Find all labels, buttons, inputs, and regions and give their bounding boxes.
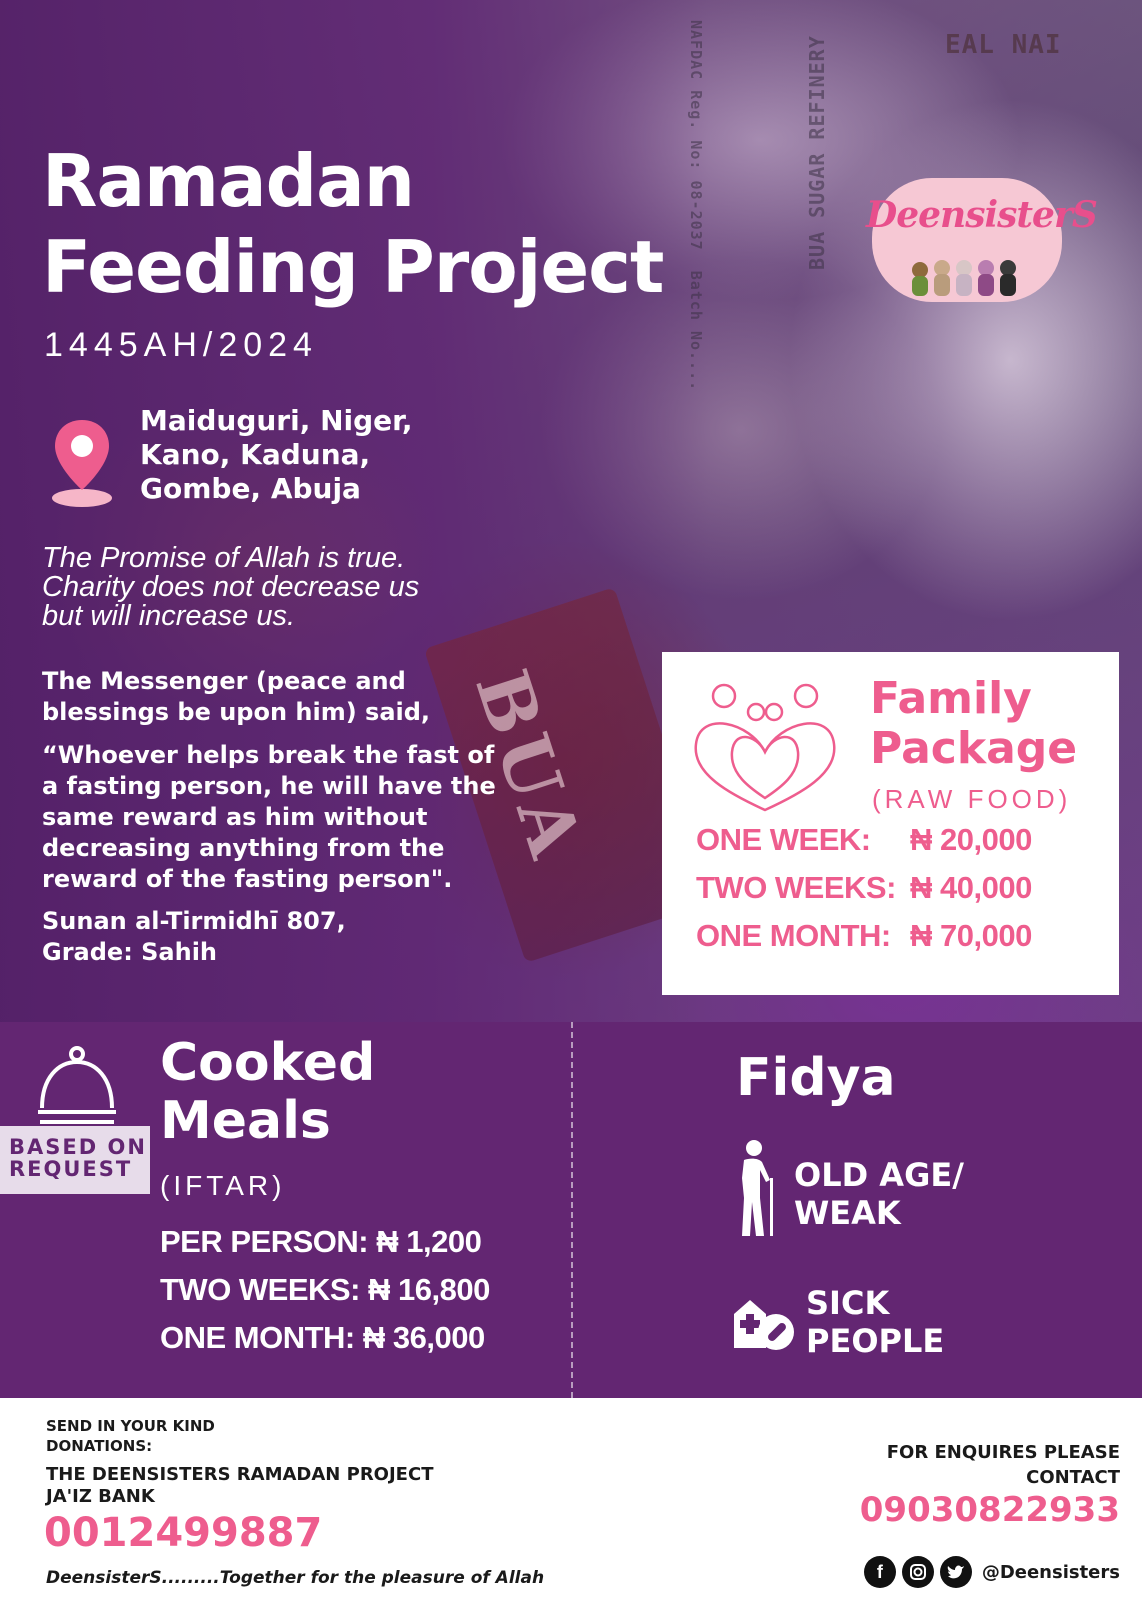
cooked-title-line: Cooked (160, 1033, 376, 1093)
badge-line: BASED ON (9, 1135, 147, 1159)
deensisters-logo (860, 178, 1097, 306)
instagram-icon[interactable] (902, 1556, 934, 1588)
cooked-price-row (160, 1224, 481, 1260)
price-amount: ₦ 20,000 (910, 822, 1032, 857)
fidya-item-line: SICK (806, 1284, 890, 1322)
enquiry-label-line: CONTACT (1026, 1467, 1120, 1488)
page-title (42, 138, 663, 310)
cooked-meals-subtitle: (IFTAR) (160, 1170, 286, 1201)
based-on-request-badge (0, 1126, 150, 1194)
location-line: Gombe, Abuja (140, 472, 361, 505)
price-label: PER PERSON: (160, 1224, 369, 1259)
messenger-line: blessings be upon him) said, (42, 698, 431, 726)
elderly-person-icon (736, 1138, 782, 1238)
price-label: TWO WEEKS: (160, 1272, 360, 1307)
messenger-line: The Messenger (peace and (42, 667, 406, 695)
sack-print-decor: BUA SUGAR REFINERY (805, 35, 829, 270)
promise-line: but will increase us. (42, 600, 296, 632)
bank-account-number: 0012499887 (44, 1510, 323, 1556)
price-amount: ₦ 36,000 (362, 1320, 485, 1355)
map-pin-icon (50, 418, 114, 508)
location-line: Kano, Kaduna, (140, 438, 371, 471)
footer (0, 1398, 1142, 1600)
enquiry-label-line: FOR ENQUIRES PLEASE (886, 1442, 1120, 1463)
source-line: Grade: Sahih (42, 938, 218, 966)
fidya-item-old-age (794, 1156, 964, 1232)
donation-label (46, 1416, 246, 1456)
account-name-line: THE DEENSISTERS RAMADAN PROJECT (46, 1464, 434, 1485)
promise-line: Charity does not decrease us (42, 571, 420, 603)
sick-person-icon (732, 1292, 796, 1356)
promise-line: The Promise of Allah is true. (42, 542, 406, 574)
fidya-item-line: OLD AGE/ (794, 1156, 964, 1194)
hadith-line: “Whoever helps break the fast of (42, 741, 495, 769)
family-title-line: Package (870, 723, 1078, 774)
tagline: DeensisterS.........Together for the pleasure of Allah (46, 1568, 545, 1588)
contact-phone: 09030822933 (859, 1490, 1120, 1530)
price-label: ONE MONTH: (160, 1320, 355, 1355)
family-package-subtitle: (RAW FOOD) (872, 784, 1072, 814)
family-price-row (696, 918, 1032, 954)
account-name-line: JA'IZ BANK (46, 1486, 155, 1507)
price-label: ONE MONTH: (696, 918, 891, 953)
title-line: Ramadan (42, 139, 415, 223)
sugar-bag-print-decor: BUA (459, 660, 601, 873)
hadith-text (42, 740, 522, 895)
price-label: TWO WEEKS: (696, 870, 896, 905)
location-line: Maiduguri, Niger, (140, 404, 413, 437)
facebook-icon[interactable]: f (864, 1556, 896, 1588)
cooked-price-row (160, 1272, 490, 1308)
cooked-meals-title (160, 1034, 375, 1150)
title-line: Feeding Project (42, 225, 664, 309)
hadith-line: reward of the fasting person". (42, 865, 453, 893)
hadith-line: a fasting person, he will have the (42, 772, 496, 800)
social-links (864, 1556, 1120, 1588)
price-amount: ₦ 70,000 (910, 918, 1032, 953)
messenger-intro (42, 666, 512, 728)
family-price-row (696, 822, 1032, 858)
sack-print-decor: NAFDAC Reg. No: 08-2037 Batch No.... (687, 20, 705, 392)
food-cloche-icon (36, 1044, 118, 1128)
logo-text: DeensisterS (866, 194, 1097, 236)
page-subtitle: 1445AH/2024 (44, 326, 318, 364)
enquiry-label (820, 1440, 1120, 1490)
section-divider (571, 1022, 573, 1398)
price-amount: ₦ 1,200 (376, 1224, 482, 1259)
source-line: Sunan al-Tirmidhī 807, (42, 907, 346, 935)
logo-figures-icon (908, 256, 1028, 296)
fidya-item-sick (806, 1284, 944, 1360)
family-package-card (662, 652, 1119, 995)
twitter-icon[interactable] (940, 1556, 972, 1588)
price-amount: ₦ 16,800 (368, 1272, 490, 1307)
hadith-line: decreasing anything from the (42, 834, 445, 862)
price-amount: ₦ 40,000 (910, 870, 1032, 905)
cooked-title-line: Meals (160, 1091, 331, 1151)
social-handle[interactable]: @Deensisters (981, 1561, 1120, 1583)
family-package-title (870, 674, 1077, 774)
price-label: ONE WEEK: (696, 822, 871, 857)
fidya-title: Fidya (736, 1048, 896, 1108)
cooked-price-row (160, 1320, 485, 1356)
family-title-line: Family (870, 673, 1032, 724)
locations-list (140, 404, 413, 506)
hadith-source (42, 906, 462, 968)
badge-line: REQUEST (9, 1157, 133, 1181)
promise-quote (42, 544, 522, 631)
donation-label-line: SEND IN YOUR KIND (46, 1417, 215, 1435)
bank-account-name (46, 1464, 433, 1508)
offerings-band (0, 1022, 1142, 1398)
fidya-item-line: PEOPLE (806, 1322, 945, 1360)
hadith-line: same reward as him without (42, 803, 428, 831)
donation-label-line: DONATIONS: (46, 1437, 153, 1455)
sack-print-decor: EAL NAI (945, 30, 1062, 60)
fidya-item-line: WEAK (794, 1194, 901, 1232)
family-heart-icon (690, 682, 840, 814)
family-price-row (696, 870, 1032, 906)
